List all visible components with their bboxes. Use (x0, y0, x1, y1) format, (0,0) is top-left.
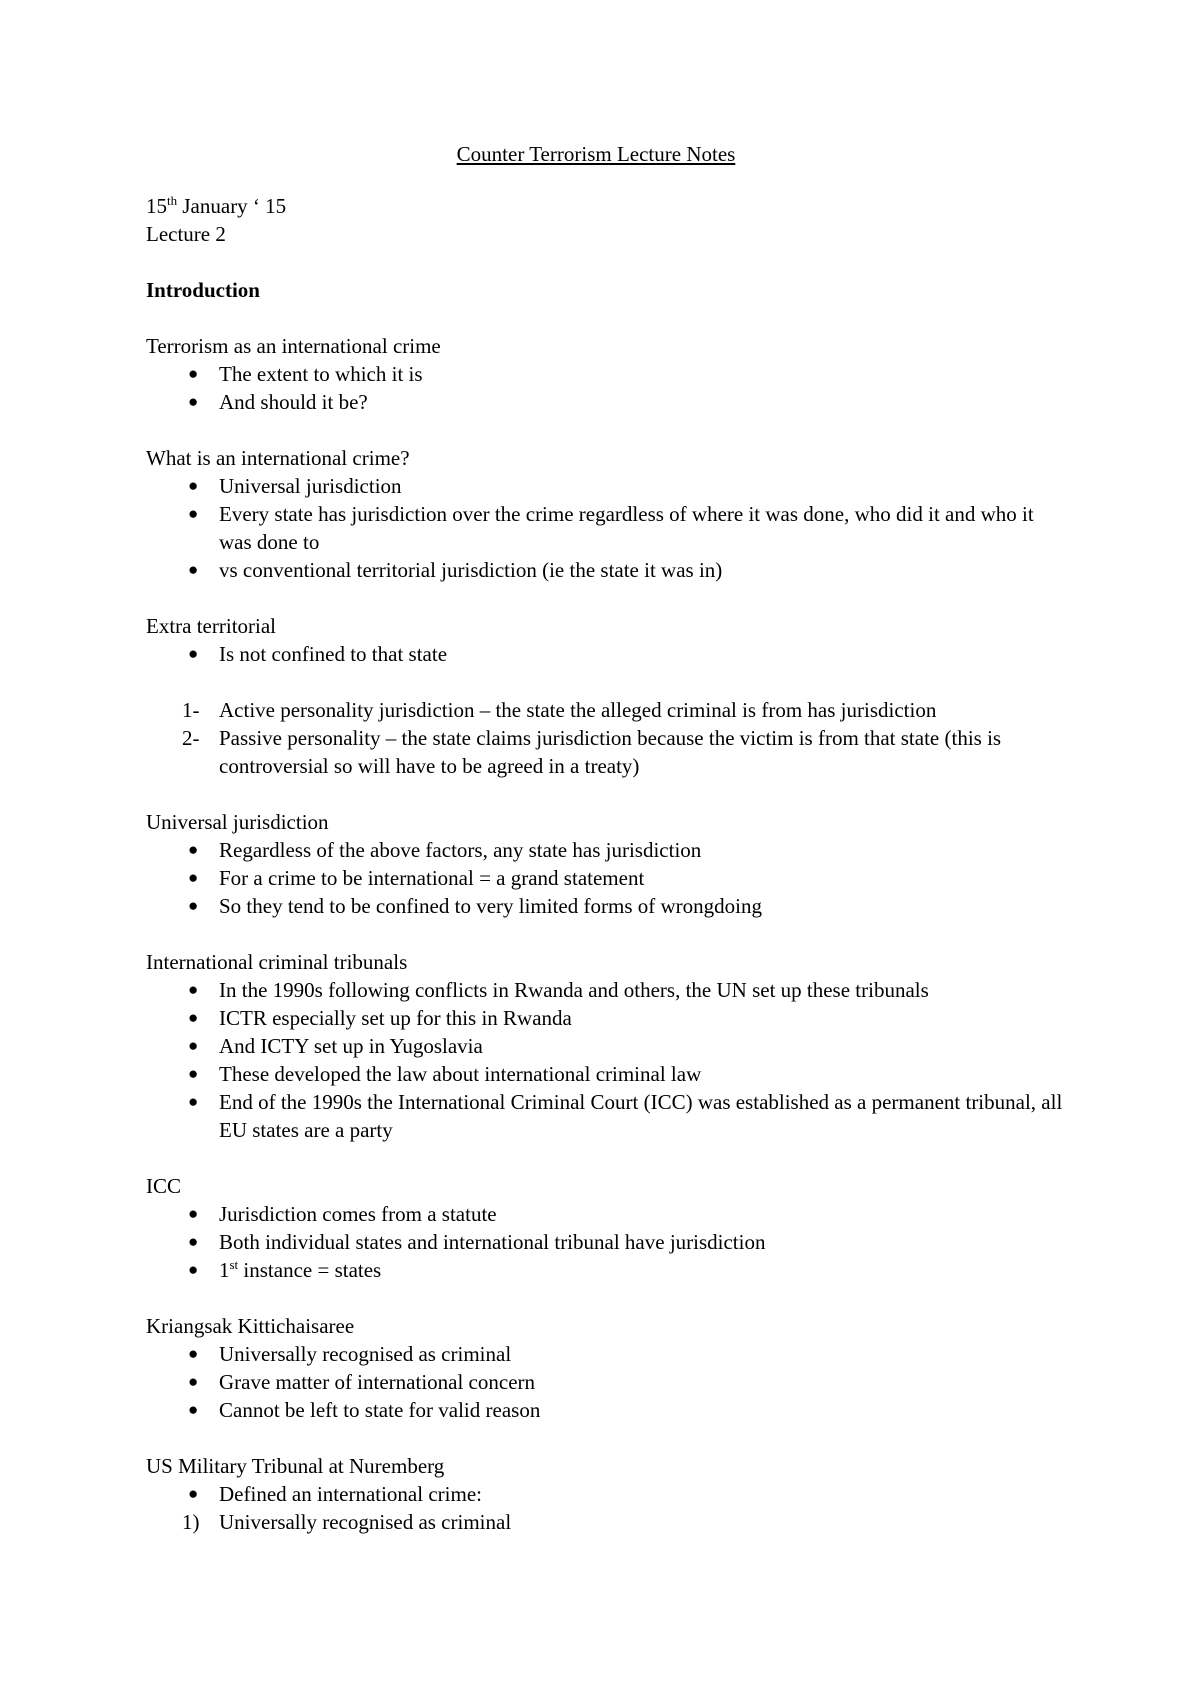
list-item: ● Every state has jurisdiction over the crime regardless of where it was done, who did it and who it was done to (188, 502, 1034, 554)
lecture-number: Lecture 2 (146, 222, 226, 246)
section-terrorism-heading: Terrorism as an international crime (146, 334, 441, 358)
bullet-icon: ● (188, 1204, 199, 1223)
section-what-is-heading: What is an international crime? (146, 446, 410, 470)
bullet-icon: ● (188, 980, 199, 999)
bullet-icon: ● (188, 896, 199, 915)
list-item: ● Is not confined to that state (188, 642, 448, 666)
section-nuremberg-heading: US Military Tribunal at Nuremberg (146, 1454, 445, 1478)
list-item: ● Both individual states and international tribunal have jurisdiction (188, 1230, 766, 1254)
list-item: ● ICTR especially set up for this in Rwanda (188, 1006, 572, 1030)
section-tribunals-heading: International criminal tribunals (146, 950, 408, 974)
section-icc-heading: ICC (146, 1174, 182, 1198)
list-item: ● Jurisdiction comes from a statute (188, 1202, 497, 1226)
bullet-icon: ● (188, 392, 199, 411)
bullet-icon: ● (188, 1064, 199, 1083)
section-extra-territorial-heading: Extra territorial (146, 614, 277, 638)
page-title: Counter Terrorism Lecture Notes (456, 142, 736, 166)
list-item: ● Universal jurisdiction (188, 474, 402, 498)
list-item: ● Grave matter of international concern (188, 1370, 536, 1394)
list-item: ● And ICTY set up in Yugoslavia (188, 1034, 483, 1058)
list-number: 1- (182, 698, 200, 722)
bullet-list (146, 1480, 1066, 1508)
list-item: ● End of the 1990s the International Criminal Court (ICC) was established as a permanent tribunal, all EU states are a party (188, 1090, 1063, 1142)
list-item: ● These developed the law about international criminal law (188, 1062, 702, 1086)
list-item: ● Universally recognised as criminal (188, 1342, 512, 1366)
list-item: ● The extent to which it is (188, 362, 423, 386)
numbered-item: 1) Universally recognised as criminal (182, 1510, 512, 1534)
list-item: ● vs conventional territorial jurisdiction (ie the state it was in) (188, 558, 723, 582)
bullet-icon: ● (188, 1400, 199, 1419)
bullet-icon: ● (188, 476, 199, 495)
bullet-list (146, 640, 1066, 668)
bullet-icon: ● (188, 1036, 199, 1055)
bullet-icon: ● (188, 1008, 199, 1027)
list-item: ● 1st instance = states (188, 1257, 382, 1282)
list-item: ● For a crime to be international = a grand statement (188, 866, 645, 890)
section-universal-heading: Universal jurisdiction (146, 810, 329, 834)
list-number: 2- (182, 726, 200, 750)
bullet-list (146, 360, 1066, 416)
bullet-icon: ● (188, 868, 199, 887)
bullet-icon: ● (188, 1372, 199, 1391)
numbered-item: 2- Passive personality – the state claims jurisdiction because the victim is from that state (this is controversial so will have to be agreed in a treaty) (182, 726, 1002, 778)
bullet-list (146, 976, 1066, 1144)
bullet-list (146, 1200, 1066, 1284)
list-item: ● Defined an international crime: (188, 1482, 482, 1506)
bullet-list (146, 836, 1066, 920)
document-page (146, 140, 1066, 1536)
list-item: ● So they tend to be confined to very limited forms of wrongdoing (188, 894, 762, 918)
numbered-list (146, 696, 1066, 780)
bullet-list (146, 1340, 1066, 1424)
list-item: ● Cannot be left to state for valid reason (188, 1398, 541, 1422)
list-item: ● And should it be? (188, 390, 368, 414)
bullet-icon: ● (188, 644, 199, 663)
numbered-item: 1- Active personality jurisdiction – the state the alleged criminal is from has jurisdiction (182, 698, 937, 722)
numbered-list (146, 1508, 1066, 1536)
list-item: ● In the 1990s following conflicts in Rwanda and others, the UN set up these tribunals (188, 978, 929, 1002)
section-heading-introduction: Introduction (146, 278, 260, 302)
date-line: 15th January ‘ 15 (146, 193, 287, 218)
bullet-list (146, 472, 1066, 584)
list-number: 1) (182, 1510, 200, 1534)
bullet-icon: ● (188, 560, 199, 579)
bullet-icon: ● (188, 1092, 199, 1111)
bullet-icon: ● (188, 1232, 199, 1251)
bullet-icon: ● (188, 1484, 199, 1503)
section-kriangsak-heading: Kriangsak Kittichaisaree (146, 1314, 355, 1338)
bullet-icon: ● (188, 504, 199, 523)
bullet-icon: ● (188, 840, 199, 859)
bullet-icon: ● (188, 1344, 199, 1363)
list-item: ● Regardless of the above factors, any state has jurisdiction (188, 838, 702, 862)
bullet-icon: ● (188, 364, 199, 383)
bullet-icon: ● (188, 1260, 199, 1279)
